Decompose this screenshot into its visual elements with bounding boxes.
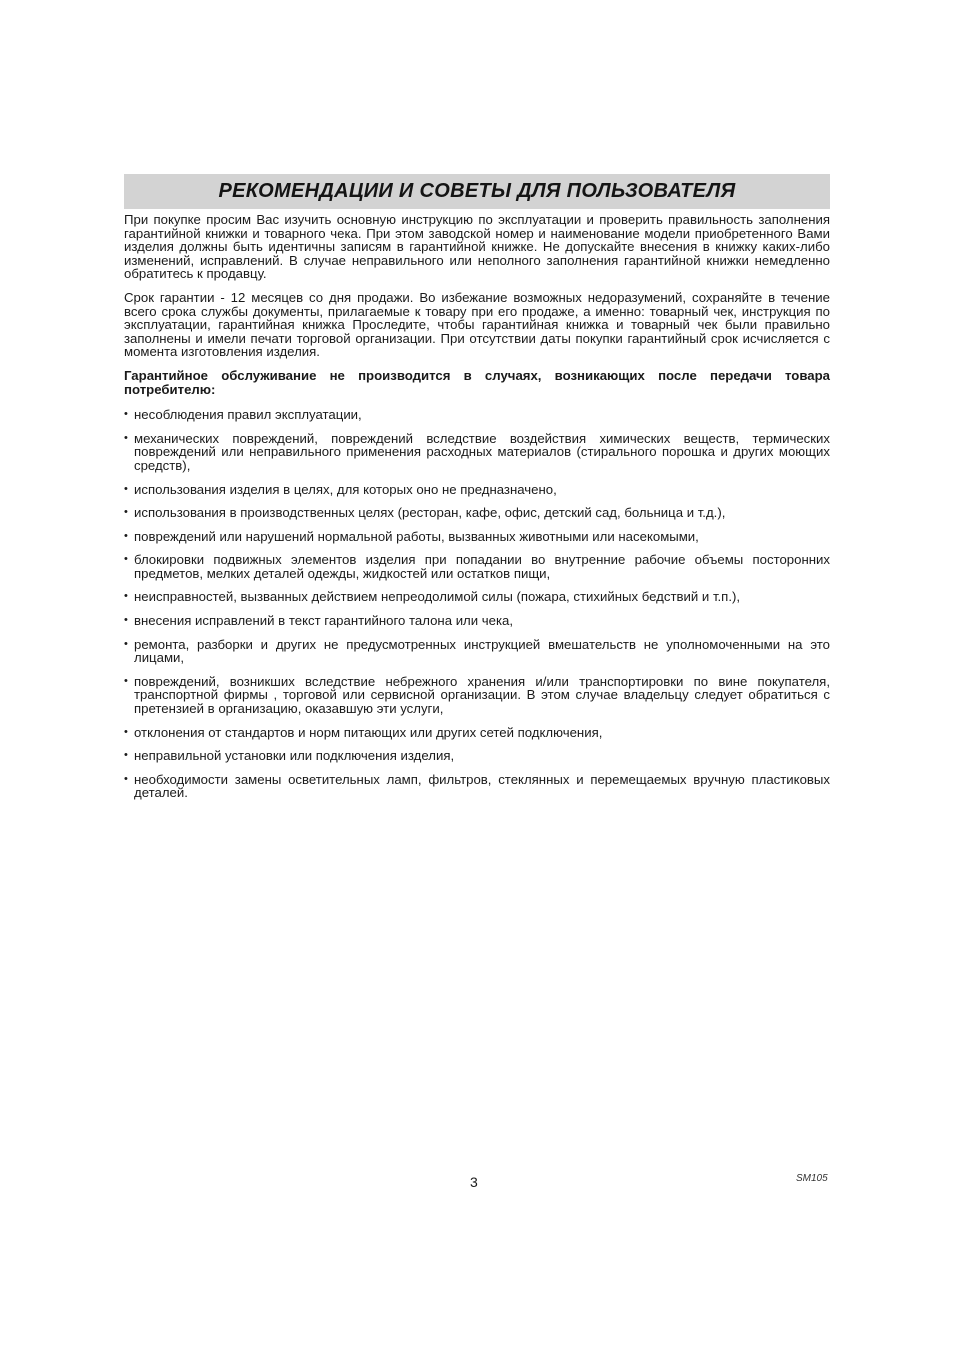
list-item bbox=[124, 530, 830, 544]
list-item-text: внесения исправлений в текст гарантийного талона или чека, bbox=[134, 613, 514, 629]
list-item bbox=[124, 506, 830, 520]
exclusions-list bbox=[124, 408, 830, 800]
list-item-text: повреждений, возникших вследствие небрежного хранения и/или транспортировки по вине покупателя, транспортной фирмы , торговой или сервисной организации. В этом случае владельцу следует обратиться с претензией в организацию, оказавшую эти услуги, bbox=[134, 673, 830, 717]
bullet-icon: • bbox=[124, 590, 128, 603]
list-item-text: повреждений или нарушений нормальной работы, вызванных животными или насекомыми, bbox=[134, 528, 699, 544]
list-item-text: несоблюдения правил эксплуатации, bbox=[134, 407, 362, 423]
exclusions-heading: Гарантийное обслуживание не производится в случаях, возникающих после передачи товара потребителю: bbox=[124, 367, 830, 397]
list-item bbox=[124, 553, 830, 580]
list-item bbox=[124, 483, 830, 497]
list-item bbox=[124, 749, 830, 763]
list-item bbox=[124, 726, 830, 740]
intro-paragraph-2: Срок гарантии - 12 месяцев со дня продажи. Во избежание возможных недоразумений, сохраняйте в течение всего срока службы документы, прилагаемые к товару при его продаже, а именно: товарный чек, инструкция по эксплуатации, гарантийная книжка Проследите, чтобы гарантийная книжка и товарный чек были правильно заполнены и имели печати торговой организации. При отсутствии даты покупки гарантийный срок исчисляется с момента изготовления изделия. bbox=[124, 289, 830, 360]
list-item bbox=[124, 614, 830, 628]
list-item-text: использования в производственных целях (ресторан, кафе, офис, детский сад, больница и т.д.), bbox=[134, 505, 726, 521]
list-item-text: неисправностей, вызванных действием непреодолимой силы (пожара, стихийных бедствий и т.п.), bbox=[134, 589, 741, 605]
page-number: 3 bbox=[470, 1174, 478, 1190]
list-item bbox=[124, 408, 830, 422]
list-item-text: механических повреждений, повреждений вследствие воздействия химических веществ, термических повреждений или неправильного применения расходных материалов (стирального порошка и других моющих средств), bbox=[134, 430, 830, 473]
list-item-text: неправильной установки или подключения изделия, bbox=[134, 748, 455, 764]
bullet-icon: • bbox=[124, 674, 128, 687]
bullet-icon: • bbox=[124, 408, 128, 421]
list-item-text: необходимости замены осветительных ламп, фильтров, стеклянных и перемещаемых вручную пластиковых деталей. bbox=[134, 771, 830, 801]
intro-paragraph-1: При покупке просим Вас изучить основную инструкцию по эксплуатации и проверить правильность заполнения гарантийной книжки и товарного чека. При этом заводской номер и наименование модели приобретенного Вами изделия должны быть идентичны записям в гарантийной книжке. Не допускайте внесения в книжку каких-либо изменений, исправлений. В случае неправильного или неполного заполнения гарантийной книжки немедленно обратитесь к продавцу. bbox=[124, 212, 830, 282]
document-code: SM105 bbox=[796, 1173, 828, 1184]
bullet-icon: • bbox=[124, 725, 128, 738]
list-item bbox=[124, 773, 830, 800]
bullet-icon: • bbox=[124, 772, 128, 785]
list-item bbox=[124, 432, 830, 473]
list-item-text: отклонения от стандартов и норм питающих или других сетей подключения, bbox=[134, 724, 603, 740]
bullet-icon: • bbox=[124, 506, 128, 519]
title-bar bbox=[124, 174, 830, 209]
bullet-icon: • bbox=[124, 614, 128, 627]
list-item-text: блокировки подвижных элементов изделия при попадании во внутренние рабочие объемы посторонних предметов, мелких деталей одежды, жидкостей или остатков пищи, bbox=[134, 552, 830, 581]
bullet-icon: • bbox=[124, 637, 128, 650]
bullet-icon: • bbox=[124, 553, 128, 566]
list-item bbox=[124, 590, 830, 604]
bullet-icon: • bbox=[124, 431, 128, 444]
bullet-icon: • bbox=[124, 482, 128, 495]
list-item-text: ремонта, разборки и других не предусмотренных инструкцией вмешательств не уполномоченными на это лицами, bbox=[134, 636, 830, 666]
bullet-icon: • bbox=[124, 749, 128, 762]
list-item bbox=[124, 675, 830, 716]
list-item-text: использования изделия в целях, для которых оно не предназначено, bbox=[134, 481, 557, 497]
bullet-icon: • bbox=[124, 529, 128, 542]
page-title: РЕКОМЕНДАЦИИ И СОВЕТЫ ДЛЯ ПОЛЬЗОВАТЕЛЯ bbox=[218, 180, 736, 202]
content bbox=[124, 213, 830, 810]
list-item bbox=[124, 638, 830, 665]
